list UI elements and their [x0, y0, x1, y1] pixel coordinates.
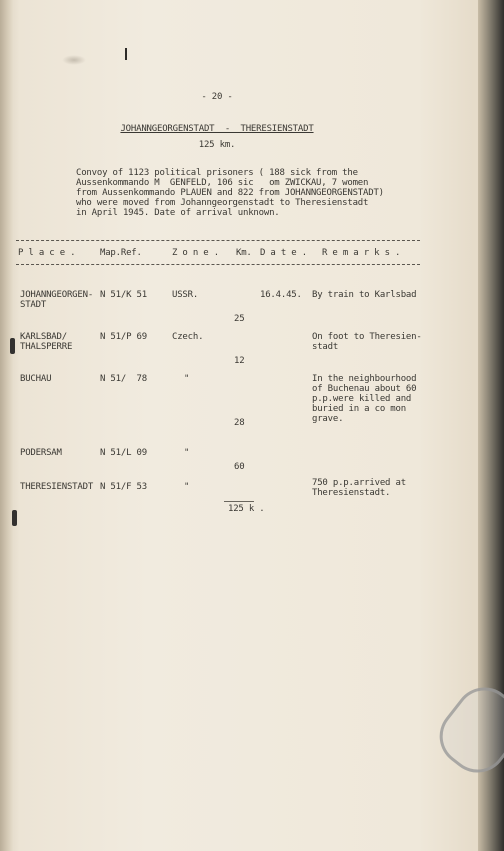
column-header-date: D a t e .: [260, 248, 307, 258]
pencil-mark: [125, 48, 127, 60]
place-cell: THALSPERRE: [20, 342, 73, 352]
column-header-map-ref: Map.Ref.: [100, 248, 142, 258]
table-rule-top: [16, 240, 420, 241]
remarks-cell: On foot to Theresien-: [312, 332, 422, 342]
place-cell: BUCHAU: [20, 374, 52, 384]
date-cell: 16.4.45.: [260, 290, 302, 300]
place-cell: PODERSAM: [20, 448, 62, 458]
zone-cell: Czech.: [172, 332, 204, 342]
map-ref-cell: N 51/K 51: [100, 290, 147, 300]
column-header-km: Km.: [236, 248, 252, 258]
zone-cell: ": [184, 448, 190, 458]
column-header-place: P l a c e .: [18, 248, 76, 258]
remarks-cell: buried in a co mon: [312, 404, 406, 414]
remarks-cell: grave.: [312, 414, 344, 424]
place-cell: JOHANNGEORGEN-: [20, 290, 94, 300]
table-rule-header: [16, 264, 420, 265]
smudge-mark: [62, 55, 86, 65]
intro-line: Convoy of 1123 political prisoners ( 188 sick from the: [76, 168, 358, 178]
km-cell: 12: [234, 356, 245, 366]
km-cell: 28: [234, 418, 245, 428]
place-cell: KARLSBAD/: [20, 332, 67, 342]
remarks-cell: By train to Karlsbad: [312, 290, 417, 300]
zone-cell: USSR.: [172, 290, 199, 300]
zone-cell: ": [184, 482, 190, 492]
map-ref-cell: N 51/F 53: [100, 482, 147, 492]
total-underline: [224, 501, 254, 502]
place-cell: THERESIENSTADT: [20, 482, 94, 492]
map-ref-cell: N 51/ 78: [100, 374, 147, 384]
intro-line: Aussenkommando M GENFELD, 106 sic om ZWICKAU, 7 women: [76, 178, 369, 188]
distance-subtitle: 125 km.: [198, 140, 236, 150]
document-title: JOHANNGEORGENSTADT - THERESIENSTADT: [120, 124, 314, 134]
total-km: 125 k .: [228, 504, 265, 514]
zone-cell: ": [184, 374, 190, 384]
intro-line: from Aussenkommando PLAUEN and 822 from JOHANNGEORGENSTADT): [76, 188, 384, 198]
intro-line: who were moved from Johanngeorgenstadt to Theresienstadt: [76, 198, 369, 208]
remarks-cell: Theresienstadt.: [312, 488, 391, 498]
column-header-zone: Z o n e .: [172, 248, 219, 258]
map-ref-cell: N 51/L 09: [100, 448, 147, 458]
remarks-cell: stadt: [312, 342, 339, 352]
column-header-remarks: R e m a r k s .: [322, 248, 401, 258]
remarks-cell: p.p.were killed and: [312, 394, 412, 404]
binder-hole-mark: [10, 338, 15, 354]
page-number: - 20 -: [201, 92, 233, 102]
km-cell: 60: [234, 462, 245, 472]
remarks-cell: 750 p.p.arrived at: [312, 478, 406, 488]
binder-hole-mark: [12, 510, 17, 526]
remarks-cell: of Buchenau about 60: [312, 384, 417, 394]
intro-line: in April 1945. Date of arrival unknown.: [76, 208, 280, 218]
remarks-cell: In the neighbourhood: [312, 374, 417, 384]
km-cell: 25: [234, 314, 245, 324]
place-cell: STADT: [20, 300, 47, 310]
map-ref-cell: N 51/P 69: [100, 332, 147, 342]
